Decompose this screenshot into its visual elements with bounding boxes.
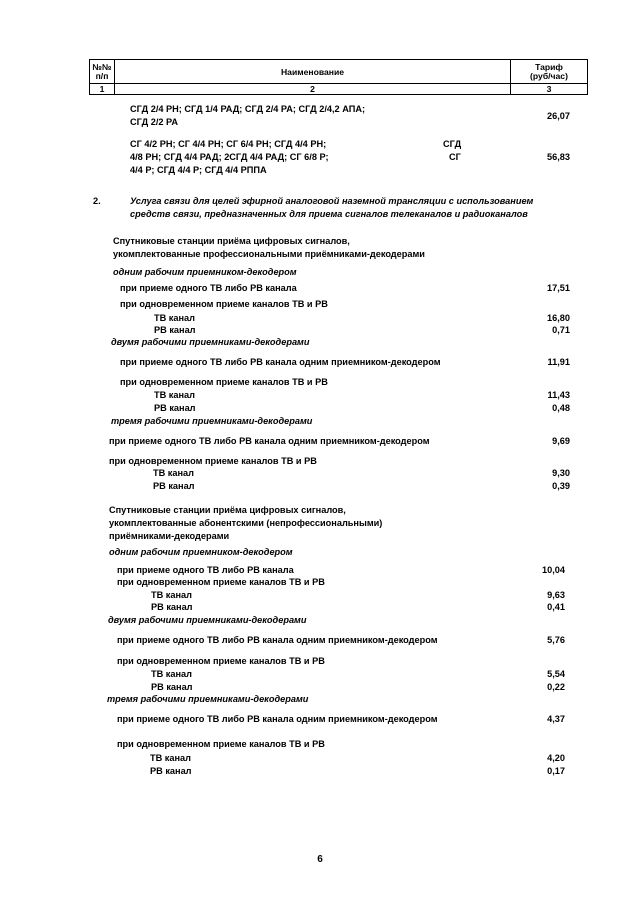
group1-two-simul: при одновременном приеме каналов ТВ и РВ [120,377,328,387]
group1-two-tv-value: 11,43 [547,390,570,400]
group1-two-tv: ТВ канал [154,390,196,400]
group2-two-rv: РВ канал [151,682,193,692]
group2-two-single-value: 5,76 [547,635,565,645]
group1-three-tv: ТВ канал [153,468,195,478]
station-list-2-line3: 4/4 Р; СГД 4/4 Р; СГД 4/4 РППА [130,165,267,175]
group1-three-single-value: 9,69 [552,436,570,446]
group1-one-single: при приеме одного ТВ либо РВ канала [120,283,297,293]
group1-three-single: при приеме одного ТВ либо РВ канала одним приемником-декодером [109,436,430,446]
station-list-2-line2: 4/8 РН; СГД 4/4 РАД; 2СГД 4/4 РАД; СГ 6/8 Р; [130,152,329,162]
group2-one-rv-value: 0,41 [547,602,565,612]
group2-two-receivers: двумя рабочими приемниками-декодерами [108,615,307,625]
group1-two-rv: РВ канал [154,403,196,413]
section-number: 2. [93,196,101,206]
group1-one-tv: ТВ канал [154,313,196,323]
station-list-1-line1: СГД 2/4 РН; СГД 1/4 РАД; СГД 2/4 РА; СГД 2/4,2 АПА; [130,104,366,114]
group2-two-tv: ТВ канал [151,669,193,679]
group1-three-rv-value: 0,39 [552,481,570,491]
group1-three-receivers: тремя рабочими приемниками-декодерами [111,416,313,426]
group1-three-simul: при одновременном приеме каналов ТВ и РВ [109,456,317,466]
header-index-1: 1 [90,84,115,95]
group2-one-tv-value: 9,63 [547,590,565,600]
group1-one-tv-value: 16,80 [547,313,570,323]
header-name-col: Наименование [115,60,511,84]
group2-one-rv: РВ канал [151,602,193,612]
header-index-3: 3 [511,84,588,95]
group1-one-receiver: одним рабочим приемником-декодером [113,267,297,277]
group2-one-tv: ТВ канал [151,590,193,600]
group2-two-tv-value: 5,54 [547,669,565,679]
group2-three-tv-value: 4,20 [547,753,565,763]
group2-three-single-value: 4,37 [547,714,565,724]
station-list-2-line1: СГ 4/2 РН; СГ 4/4 РН; СГ 6/4 РН; СГД 4/4 РН; [130,139,327,149]
group1-title-line2: укомплектованные профессиональными приёмниками-декодерами [113,249,425,259]
station-list-2-value: 56,83 [547,152,570,162]
station-list-2-side1: СГД [443,139,462,149]
group1-three-tv-value: 9,30 [552,468,570,478]
tariff-table-header [89,59,588,95]
group1-two-single-value: 11,91 [547,357,570,367]
group1-one-simul: при одновременном приеме каналов ТВ и РВ [120,299,328,309]
group2-one-single-value: 10,04 [542,565,565,575]
group2-three-rv-value: 0,17 [547,766,565,776]
group2-two-rv-value: 0,22 [547,682,565,692]
group2-three-receivers: тремя рабочими приемниками-декодерами [107,694,309,704]
header-index-2: 2 [115,84,511,95]
header-tariff-col: Тариф (руб/час) [511,60,588,84]
section-title-line1: Услуга связи для целей эфирной аналоговой наземной трансляции с использованием [130,196,534,206]
group2-title-line2: укомплектованные абонентскими (непрофессиональными) [109,518,383,528]
group2-three-rv: РВ канал [150,766,192,776]
group1-two-receivers: двумя рабочими приемниками-декодерами [111,337,310,347]
group2-three-simul: при одновременном приеме каналов ТВ и РВ [117,739,325,749]
group2-two-simul: при одновременном приеме каналов ТВ и РВ [117,656,325,666]
group1-two-rv-value: 0,48 [552,403,570,413]
station-list-1-line2: СГД 2/2 РА [130,117,178,127]
group1-one-rv: РВ канал [154,325,196,335]
group2-one-receiver: одним рабочим приемником-декодером [109,547,293,557]
group2-one-simul: при одновременном приеме каналов ТВ и РВ [117,577,325,587]
group2-title-line1: Спутниковые станции приёма цифровых сигналов, [109,505,346,515]
group2-three-single: при приеме одного ТВ либо РВ канала одним приемником-декодером [117,714,438,724]
group1-one-rv-value: 0,71 [552,325,570,335]
header-number-col: №№ п/п [90,60,115,84]
group1-three-rv: РВ канал [153,481,195,491]
station-list-2-side2: СГ [449,152,461,162]
section-title-line2: средств связи, предназначенных для приема сигналов телеканалов и радиоканалов [130,209,528,219]
group1-title-line1: Спутниковые станции приёма цифровых сигналов, [113,236,350,246]
station-list-1-value: 26,07 [547,111,570,121]
group2-one-single: при приеме одного ТВ либо РВ канала [117,565,294,575]
group2-title-line3: приёмниками-декодерами [109,531,230,541]
group2-two-single: при приеме одного ТВ либо РВ канала одним приемником-декодером [117,635,438,645]
group1-two-single: при приеме одного ТВ либо РВ канала одним приемником-декодером [120,357,441,367]
page-number: 6 [317,854,323,865]
group2-three-tv: ТВ канал [150,753,192,763]
group1-one-single-value: 17,51 [547,283,570,293]
